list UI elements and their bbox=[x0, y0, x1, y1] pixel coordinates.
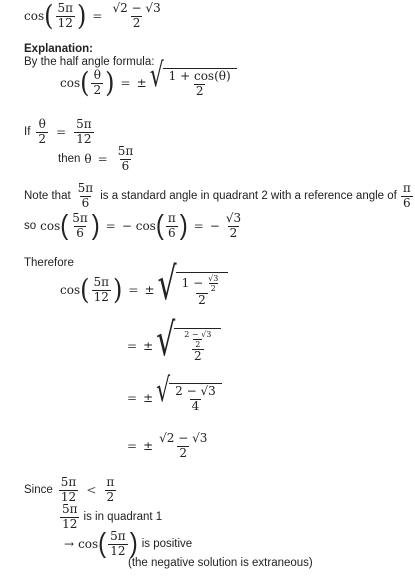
so-line: so cos ( $\frac{5\pi}{6}$ ) = − cos ( $\frac{\pi}{6}$ ) = − $\frac{√3}{2}$ bbox=[24, 210, 242, 242]
left-paren: ( bbox=[44, 0, 54, 33]
derivation-step-2: = ± √ $\frac{\frac{2 - √3}{2}}{2}$ bbox=[121, 328, 221, 364]
then-line: then θ = $\frac{5\pi}{6}$ bbox=[58, 144, 134, 173]
note-line: Note that $\frac{5\pi}{6}$ is a standard angle in quadrant 2 with a reference angle of $\frac{\pi}{6}$ bbox=[24, 181, 411, 210]
quadrant-line: $\frac{5\pi}{12}$ is in quadrant 1 bbox=[62, 502, 163, 531]
derivation-step-3: = ± √ $\frac{2 - √3}{4}$ bbox=[121, 383, 222, 414]
therefore-label: Therefore bbox=[24, 257, 74, 269]
result-equation: cos ( $\frac{5\pi}{12}$ ) = $\frac{√2 - √3}{2}$ bbox=[24, 0, 161, 33]
if-line: If $\frac{\theta}{2}$ = $\frac{5\pi}{12}$ bbox=[24, 117, 92, 146]
arrow-icon: → bbox=[64, 537, 75, 552]
footnote: (the negative solution is extraneous) bbox=[128, 557, 313, 569]
cos-label: cos bbox=[24, 9, 45, 24]
half-angle-formula: cos ( $\frac{\theta}{2}$ ) = ± √ $\frac{1 + \cos(\theta)}{2}$ bbox=[60, 68, 237, 99]
square-root: √ $\frac{1 + \cos(\theta)}{2}$ bbox=[150, 68, 237, 99]
explanation-intro: By the half angle formula: bbox=[24, 56, 155, 68]
explanation-heading: Explanation: bbox=[24, 43, 94, 55]
right-paren: ) bbox=[77, 0, 87, 33]
derivation-step-1: cos ( $\frac{5\pi}{12}$ ) = ± √ 1 − $\frac{√3}{2}$ 2 bbox=[60, 272, 228, 308]
angle-fraction: $\frac{5\pi}{12}$ bbox=[57, 1, 74, 30]
conclusion-line: → cos ( $\frac{5\pi}{12}$ ) is positive bbox=[64, 528, 193, 560]
since-line: Since $\frac{5\pi}{12}$ < $\frac{\pi}{2}$ bbox=[24, 475, 115, 504]
derivation-step-4: = ± $\frac{√2 - √3}{2}$ bbox=[127, 431, 208, 460]
result-fraction: $\frac{√2 - √3}{2}$ bbox=[112, 1, 161, 30]
